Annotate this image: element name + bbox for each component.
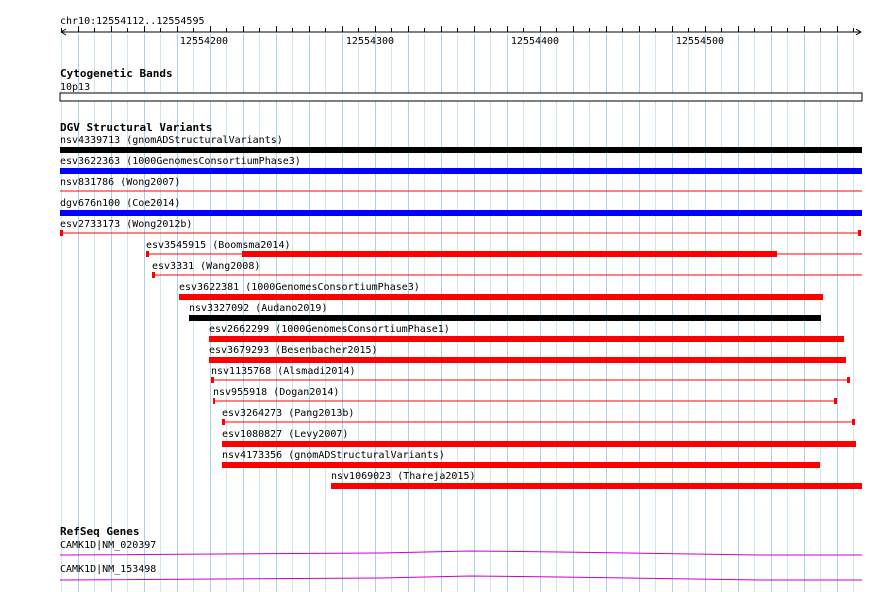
feature-label: nsv831786 (Wong2007) [60,177,181,188]
feature-bar[interactable] [242,251,777,257]
feature-bar[interactable] [189,315,821,321]
cytoband-feature[interactable] [60,93,862,101]
feature-label: esv2662299 (1000GenomesConsortiumPhase1) [209,324,450,335]
tick-label-2: 12554300 [345,36,395,47]
feature-label: nsv1069023 (Thareja2015) [331,471,476,482]
track-title-refseq: RefSeq Genes [60,525,140,538]
feature-end-cap [834,398,837,404]
feature-bar[interactable] [60,210,862,216]
feature-label: esv1080827 (Levy2007) [222,429,349,440]
tick-label-4: 12554500 [675,36,725,47]
tick-label-3: 12554400 [510,36,560,47]
track-title-cytogenetic-bands: Cytogenetic Bands [60,67,173,80]
feature-end-cap [152,272,155,278]
track-title-dgv: DGV Structural Variants [60,121,213,134]
feature-label: nsv955918 (Dogan2014) [213,387,340,398]
feature-label: nsv4339713 (gnomADStructuralVariants) [60,135,283,146]
gene-feature[interactable] [60,551,862,555]
feature-end-cap [847,377,850,383]
feature-end-cap [60,230,63,236]
feature-label: esv3679293 (Besenbacher2015) [209,345,378,356]
feature-label: nsv4173356 (gnomADStructuralVariants) [222,450,445,461]
feature-bar[interactable] [331,483,862,489]
feature-label: esv3545915 (Boomsma2014) [146,240,291,251]
feature-label: esv3264273 (Pang2013b) [222,408,355,419]
cytoband-label: 10p13 [60,82,91,93]
feature-bar[interactable] [209,357,846,363]
feature-bar[interactable] [222,462,820,468]
feature-label: esv3622363 (1000GenomesConsortiumPhase3) [60,156,301,167]
feature-bar[interactable] [209,336,844,342]
region-label: chr10:12554112..12554595 [60,16,205,27]
feature-end-cap [146,251,149,257]
feature-label: nsv3327092 (Audano2019) [189,303,328,314]
feature-label: dgv676n100 (Coe2014) [60,198,181,209]
feature-label: esv3331 (Wang2008) [152,261,261,272]
feature-bar[interactable] [222,441,856,447]
feature-end-cap [213,398,215,404]
gene-label: CAMK1D|NM_153498 [60,564,157,575]
feature-label: nsv1135768 (Alsmadi2014) [211,366,356,377]
track-dgv-structural-variants[interactable] [60,121,862,489]
feature-label: esv2733173 (Wong2012b) [60,219,193,230]
grid-lines [62,34,854,592]
feature-bar[interactable] [60,168,862,174]
tick-label-1: 12554200 [179,36,229,47]
gene-label: CAMK1D|NM_020397 [60,540,157,551]
track-cytogenetic-bands[interactable] [60,67,862,101]
feature-end-cap [222,419,225,425]
gene-feature[interactable] [60,576,862,580]
feature-bar[interactable] [179,294,823,300]
ruler [60,16,861,47]
feature-end-cap [858,230,861,236]
feature-label: esv3622381 (1000GenomesConsortiumPhase3) [179,282,420,293]
track-refseq-genes[interactable] [60,525,862,580]
feature-end-cap [852,419,855,425]
feature-bar[interactable] [60,147,862,153]
feature-end-cap [211,377,214,383]
